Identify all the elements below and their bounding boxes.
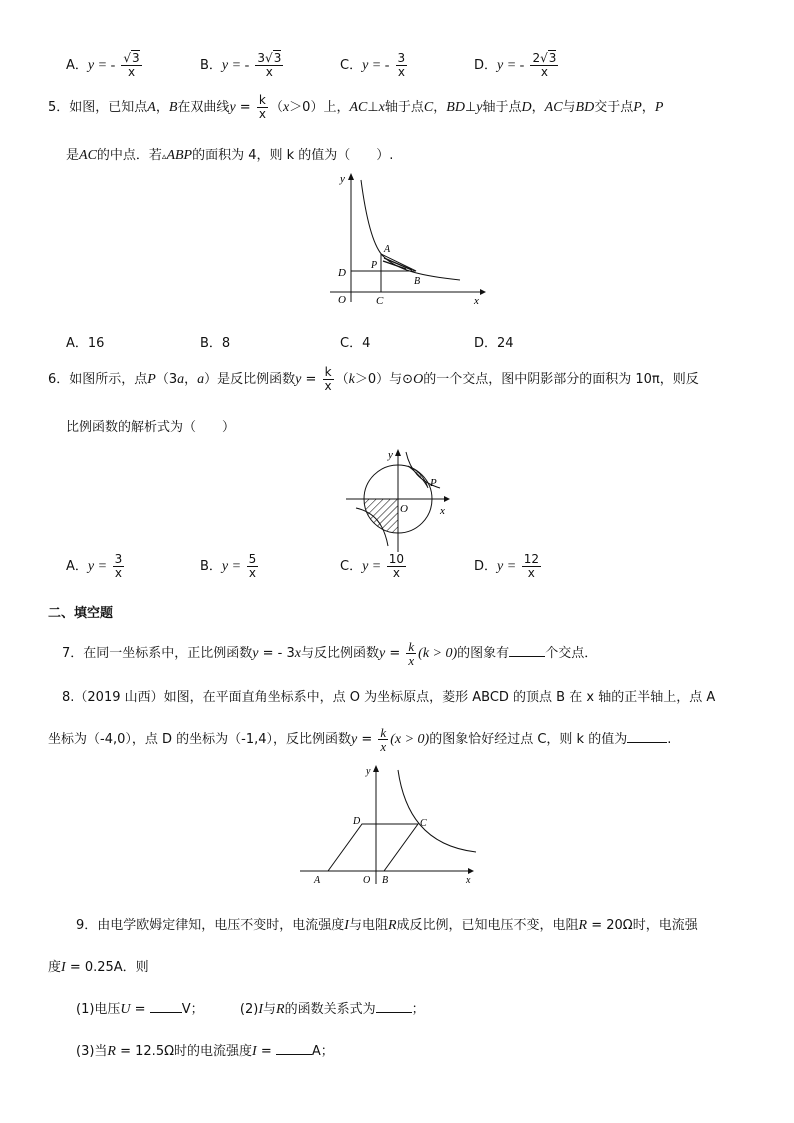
q6-line2: 比例函数的解析式为（ ） bbox=[66, 420, 236, 435]
q5-label-o: O bbox=[338, 294, 346, 306]
q5-option-a: A．16 bbox=[66, 336, 105, 351]
q4-option-c: C．y = - $\frac{3}{x}$ bbox=[340, 51, 406, 79]
q6-b-fraction: $\frac{5}{x}$ bbox=[248, 552, 257, 580]
q5-option-c: C．4 bbox=[340, 336, 371, 351]
q5-label-y: y bbox=[340, 173, 345, 185]
q8-fraction: $\frac{k}{x}$ bbox=[380, 725, 387, 754]
q5-figure bbox=[328, 168, 488, 308]
q8-line2: 坐标为（-4,0），点 D 的坐标为（-1,4），反比例函数y = $\frac{k}{x}$ (x > 0)的图象恰好经过点 C，则 k 的值为 . bbox=[48, 725, 672, 754]
q9-part3: (3)当R = 12.5Ω时的电流强度I = A； bbox=[76, 1044, 334, 1059]
q8-figure bbox=[300, 762, 480, 886]
q8-y-arrow bbox=[373, 765, 379, 772]
q5-triangle-hatch bbox=[383, 258, 412, 270]
q8-hyperbola bbox=[398, 770, 476, 852]
q5-option-d: D．24 bbox=[474, 336, 514, 351]
q4-option-a: A．y = - $\frac{√3}{x}$ bbox=[66, 51, 140, 79]
q8-label-x: x bbox=[466, 875, 471, 886]
q8-rhombus-abcd bbox=[328, 824, 418, 871]
q8-label-d: D bbox=[353, 816, 361, 827]
q9-line1: 9．由电学欧姆定律知，电压不变时，电流强度I与电阻R成反比例，已知电压不变，电阻R = 20Ω时，电流强 bbox=[76, 918, 698, 933]
q5-x-arrow bbox=[480, 289, 486, 295]
q6-option-b: B．y = $\frac{5}{x}$ bbox=[200, 552, 257, 580]
q6-shaded-region-upper-right bbox=[408, 466, 428, 488]
q9-line2: 度I = 0.25A．则 bbox=[48, 960, 149, 975]
q6-label-y: y bbox=[388, 449, 393, 461]
q4-a-fraction: $\frac{√3}{x}$ bbox=[123, 51, 140, 79]
q4-option-d: D．y = - $\frac{2√3}{x}$ bbox=[474, 51, 557, 79]
section-heading: 二、填空题 bbox=[48, 606, 114, 621]
q5-option-b: B．8 bbox=[200, 336, 231, 351]
q4-option-b: B．y = - $\frac{3√3}{x}$ bbox=[200, 51, 282, 79]
q6-y-arrow bbox=[395, 449, 401, 456]
q6-c-fraction: $\frac{10}{x}$ bbox=[388, 552, 405, 580]
q6-label-p: P bbox=[430, 477, 437, 489]
q6-option-c: C．y = $\frac{10}{x}$ bbox=[340, 552, 405, 580]
q5-label-d: D bbox=[338, 267, 346, 279]
q7-answer-blank[interactable] bbox=[509, 656, 545, 657]
q4-c-fraction: $\frac{3}{x}$ bbox=[397, 51, 406, 79]
q5-label-x: x bbox=[474, 295, 479, 307]
q9-voltage-blank[interactable] bbox=[150, 1012, 182, 1013]
q6-line1: 6．如图所示，点P（3a，a）是反比例函数y = $\frac{k}{x}$ （k＞0）与⊙O的一个交点，图中阴影部分的面积为 10π，则反 bbox=[48, 365, 699, 393]
q8-line1: 8.（2019 山西）如图，在平面直角坐标系中，点 O 为坐标原点，菱形 ABCD 的顶点 B 在 x 轴的正半轴上，点 A bbox=[62, 690, 716, 705]
q7-line: 7．在同一坐标系中，正比例函数y = - 3x与反比例函数y = $\frac{k}{x}$ (k > 0)的图象有 个交点． bbox=[62, 639, 598, 668]
q8-label-y: y bbox=[366, 766, 371, 777]
q5-line1: 5．如图，已知点A，B在双曲线y = $\frac{k}{x}$ （x＞0）上，AC⊥x轴于点C，BD⊥y轴于点D，AC与BD交于点P，P bbox=[48, 93, 664, 121]
q6-label-x: x bbox=[440, 505, 445, 517]
q8-label-b: B bbox=[382, 875, 389, 886]
q6-label-o: O bbox=[400, 503, 408, 515]
q5-label-b: B bbox=[414, 276, 421, 287]
q7-fraction: $\frac{k}{x}$ bbox=[408, 639, 415, 668]
q8-label-a: A bbox=[314, 875, 321, 886]
q5-label-p: P bbox=[371, 260, 378, 271]
q9-part1-2: (1)电压U = V； (2)I与R的函数关系式为 ； bbox=[76, 1002, 425, 1017]
q8-answer-blank[interactable] bbox=[627, 742, 667, 743]
q5-label-c: C bbox=[376, 295, 384, 307]
q4-b-fraction: $\frac{3√3}{x}$ bbox=[257, 51, 282, 79]
q6-option-d: D．y = $\frac{12}{x}$ bbox=[474, 552, 539, 580]
q9-function-blank[interactable] bbox=[376, 1012, 412, 1013]
q8-label-c: C bbox=[420, 818, 427, 829]
q6-figure bbox=[344, 446, 456, 554]
q8-label-o: O bbox=[363, 875, 371, 886]
q6-fraction: $\frac{k}{x}$ bbox=[324, 365, 332, 393]
q6-d-fraction: $\frac{12}{x}$ bbox=[523, 552, 539, 580]
q5-line2: 是AC的中点．若▵ABP的面积为 4，则 k 的值为（ ）. bbox=[66, 148, 394, 163]
q5-label-a: A bbox=[384, 244, 391, 255]
q6-a-fraction: $\frac{3}{x}$ bbox=[114, 552, 123, 580]
q5-fraction: $\frac{k}{x}$ bbox=[258, 93, 266, 121]
q6-x-arrow bbox=[444, 496, 450, 502]
q4-d-fraction: $\frac{2√3}{x}$ bbox=[532, 51, 557, 79]
q5-y-arrow bbox=[348, 173, 354, 180]
q6-option-a: A．y = $\frac{3}{x}$ bbox=[66, 552, 123, 580]
q8-x-arrow bbox=[468, 868, 474, 874]
q9-current-blank[interactable] bbox=[276, 1054, 312, 1055]
